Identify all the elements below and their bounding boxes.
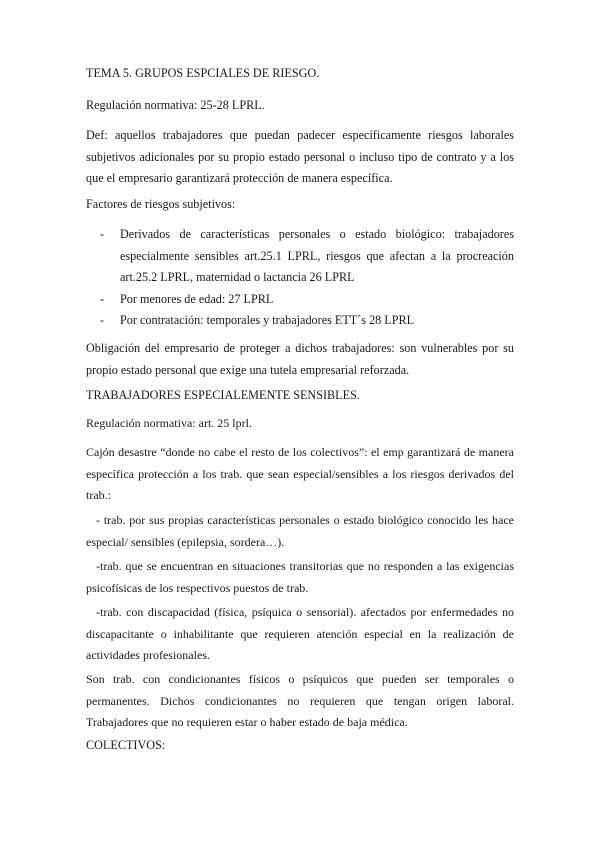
section-heading: TRABAJADORES ESPECIALEMENTE SENSIBLES. xyxy=(86,388,360,402)
factors-list xyxy=(100,224,514,332)
factor-text: Derivados de características personales o estado biológico: trabajadores especialmente sensibles art.25.1 LPRL, riesgos que afectan a la procreación art.25.2 LPRL, maternidad o lactancia 26 LPRL xyxy=(120,227,514,284)
list-item xyxy=(100,224,514,289)
regulation-line: Regulación normativa: 25-28 LPRL. xyxy=(86,98,265,112)
definition-paragraph: Def: aquellos trabajadores que puedan padecer específicamente riesgos laborales subjetivos adicionales por su propio estado personal o incluso tipo de contrato y a los que el empresario garantizará protección de manera específica. xyxy=(86,128,514,185)
colectivos-heading: COLECTIVOS: xyxy=(86,738,166,752)
sensitive-item-3: -trab. con discapacidad (física, psíquica o sensorial). afectados por enfermedades no discapacitante o inhabilitante que requieren atención especial en la realización de actividades profesionales. xyxy=(86,605,514,662)
factors-heading: Factores de riesgos subjetivos: xyxy=(86,197,236,211)
factor-text: Por contratación: temporales y trabajadores ETT´s 28 LPRL xyxy=(120,313,415,327)
list-item xyxy=(100,310,514,332)
bullet-dash: - xyxy=(100,313,105,327)
bullet-dash: - xyxy=(100,291,105,306)
list-item xyxy=(100,289,514,311)
obligation-paragraph: Obligación del empresario de proteger a dichos trabajadores: son vulnerables por su propio estado personal que exige una tutela empresarial reforzada. xyxy=(86,341,514,377)
section-regulation: Regulación normativa: art. 25 lprl. xyxy=(86,416,252,430)
sensitive-item-1: - trab. por sus propias características personales o estado biológico conocido les hace especial/ sensibles (epilepsia, sordera…). xyxy=(86,513,514,549)
document-title: TEMA 5. GRUPOS ESPCIALES DE RIESGO. xyxy=(86,66,320,80)
cajon-paragraph: Cajón desastre “donde no cabe el resto de los colectivos”: el emp garantizará de manera específica protección a los trab. que sean especial/sensibles a los riesgos derivados del trab.: xyxy=(86,445,514,502)
bullet-dash: - xyxy=(100,227,105,241)
sensitive-item-2: -trab. que se encuentran en situaciones transitorias que no responden a las exigencias psicofísicas de los respectivos puestos de trab. xyxy=(86,559,514,595)
condicionantes-paragraph: Son trab. con condicionantes físicos o psíquicos que pueden ser temporales o permanentes. Dichos condicionantes no requieren que tengan origen laboral. Trabajadores que no requieren estar o haber estado de baja médica. xyxy=(86,672,514,729)
factor-text: Por menores de edad: 27 LPRL xyxy=(120,291,274,306)
